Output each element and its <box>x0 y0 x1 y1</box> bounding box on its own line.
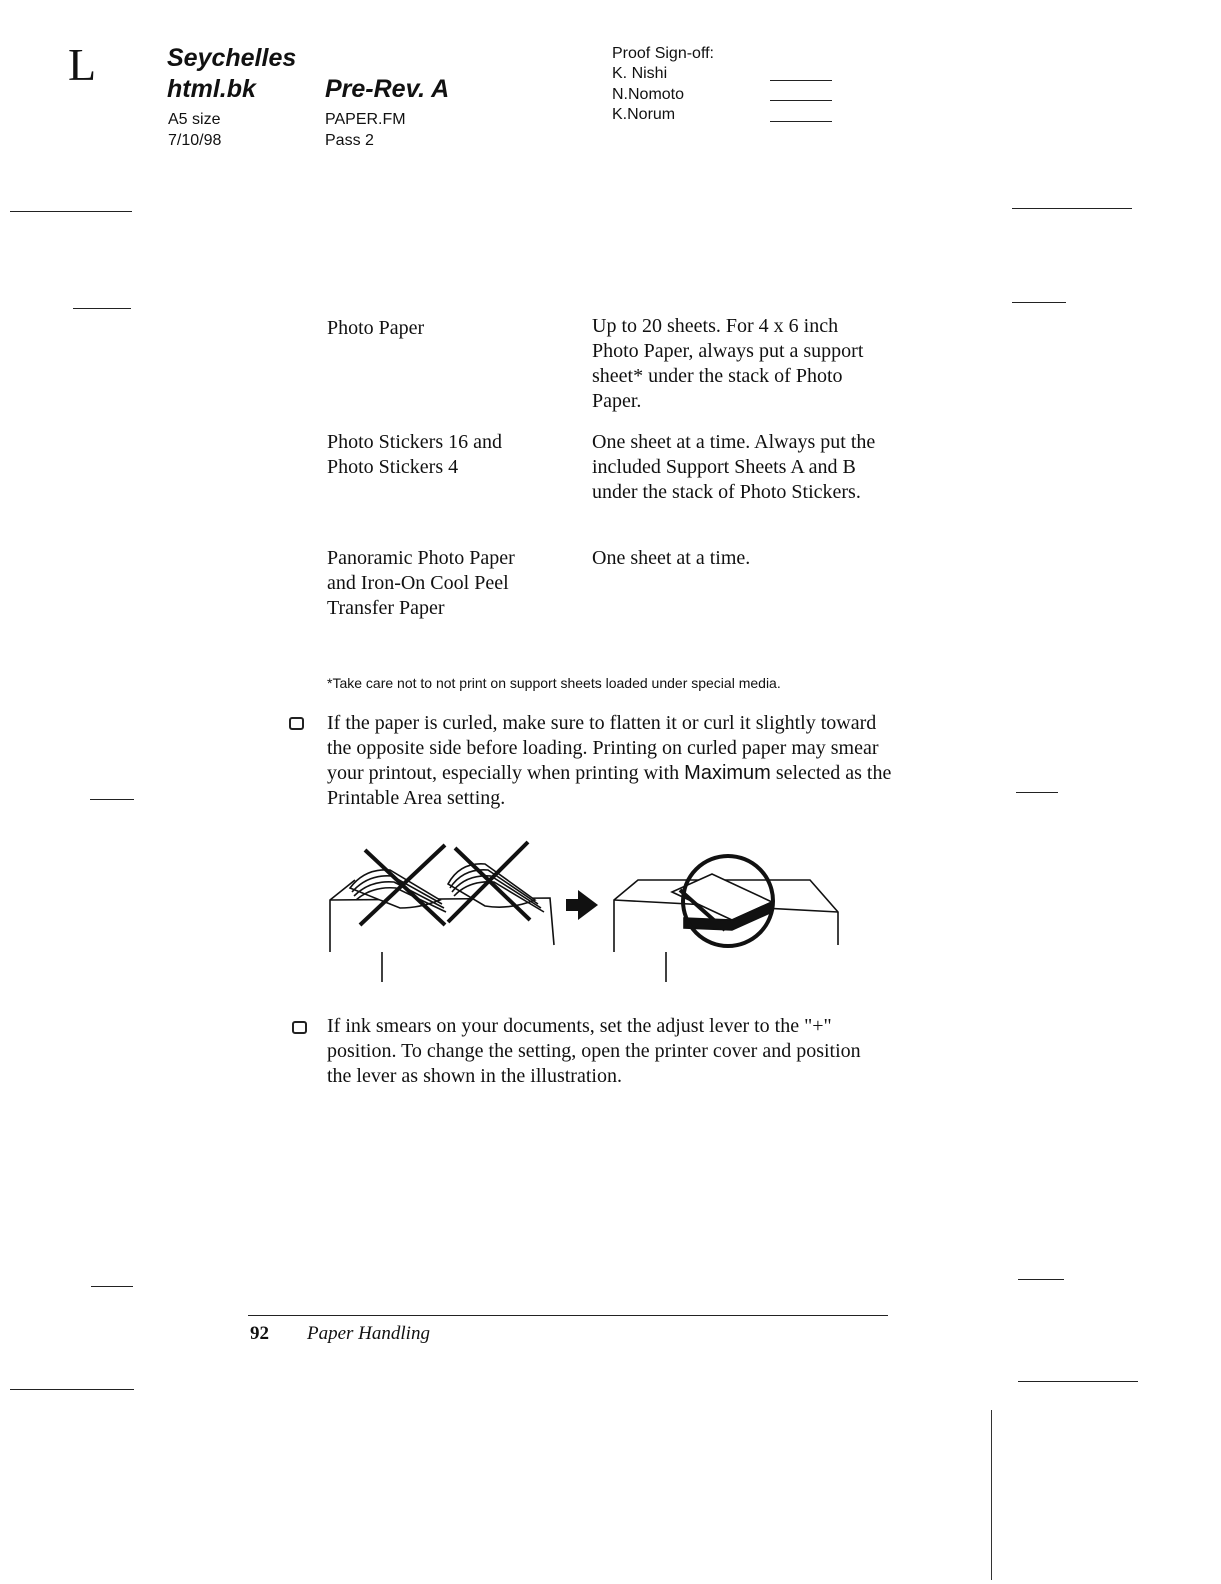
crop-mark-vertical <box>991 1410 992 1580</box>
table-row-capacity: One sheet at a time. Always put the included Support Sheets A and B under the stack of Photo Stickers. <box>592 431 876 503</box>
revision-label: Pre-Rev. A <box>325 75 450 103</box>
curled-note-text: If the paper is curled, make sure to flatten it or curl it slightly toward the opposite side before loading. Printing on curled paper may smear your printout, especially when printing with <box>327 712 879 784</box>
crop-mark <box>10 1389 134 1390</box>
book-name: Seychelles <box>167 44 297 72</box>
crop-mark <box>73 308 131 309</box>
curled-paper-note <box>327 711 897 811</box>
crop-mark <box>1016 792 1058 793</box>
table-row-capacity: Up to 20 sheets. For 4 x 6 inch Photo Paper, always put a support sheet* under the stack of Photo Paper. <box>592 315 864 412</box>
crop-mark <box>91 1286 133 1287</box>
signoff-line <box>770 100 832 101</box>
crop-mark <box>1012 302 1066 303</box>
book-file: html.bk <box>167 75 256 103</box>
crop-mark <box>1018 1279 1064 1280</box>
crop-mark <box>90 799 134 800</box>
crop-mark <box>1018 1381 1138 1382</box>
signoff-line <box>770 121 832 122</box>
chapter-file: PAPER.FM <box>325 111 406 128</box>
ink-smear-note: If ink smears on your documents, set the adjust lever to the "+" position. To change the setting, open the printer cover and position the lever as shown in the illustration. <box>327 1015 861 1087</box>
page-number: 92 <box>250 1323 269 1344</box>
bullet-box <box>289 717 304 730</box>
printer-outline <box>330 880 355 952</box>
curled-paper-illustration <box>320 840 850 985</box>
header-date: 7/10/98 <box>168 132 222 149</box>
section-title: Paper Handling <box>307 1323 430 1344</box>
signoff-name: N.Nomoto <box>612 86 685 103</box>
signoff-name: K. Nishi <box>612 65 668 82</box>
pass-label: Pass 2 <box>325 132 374 149</box>
crop-mark <box>10 211 132 212</box>
footer-rule <box>248 1315 888 1316</box>
curled-note-text-end: selected as the Printable Area setting. <box>327 762 892 809</box>
printable-area-setting: Maximum <box>684 762 771 784</box>
signoff-name: K.Norum <box>612 106 676 123</box>
arrow-right-icon <box>566 890 598 920</box>
table-row-capacity: One sheet at a time. <box>592 547 751 569</box>
signoff-title: Proof Sign-off: <box>612 45 714 62</box>
table-footnote: *Take care not to not print on support sheets loaded under special media. <box>327 675 781 691</box>
table-row-media: Panoramic Photo Paper and Iron-On Cool Peel Transfer Paper <box>327 547 515 619</box>
signoff-line <box>770 80 832 81</box>
page-size: A5 size <box>168 111 221 128</box>
corner-mark: L <box>68 39 97 90</box>
bullet-box <box>292 1021 307 1034</box>
table-row-media: Photo Paper <box>327 317 425 339</box>
table-row-media: Photo Stickers 16 and Photo Stickers 4 <box>327 431 502 478</box>
crop-mark <box>1012 208 1132 209</box>
